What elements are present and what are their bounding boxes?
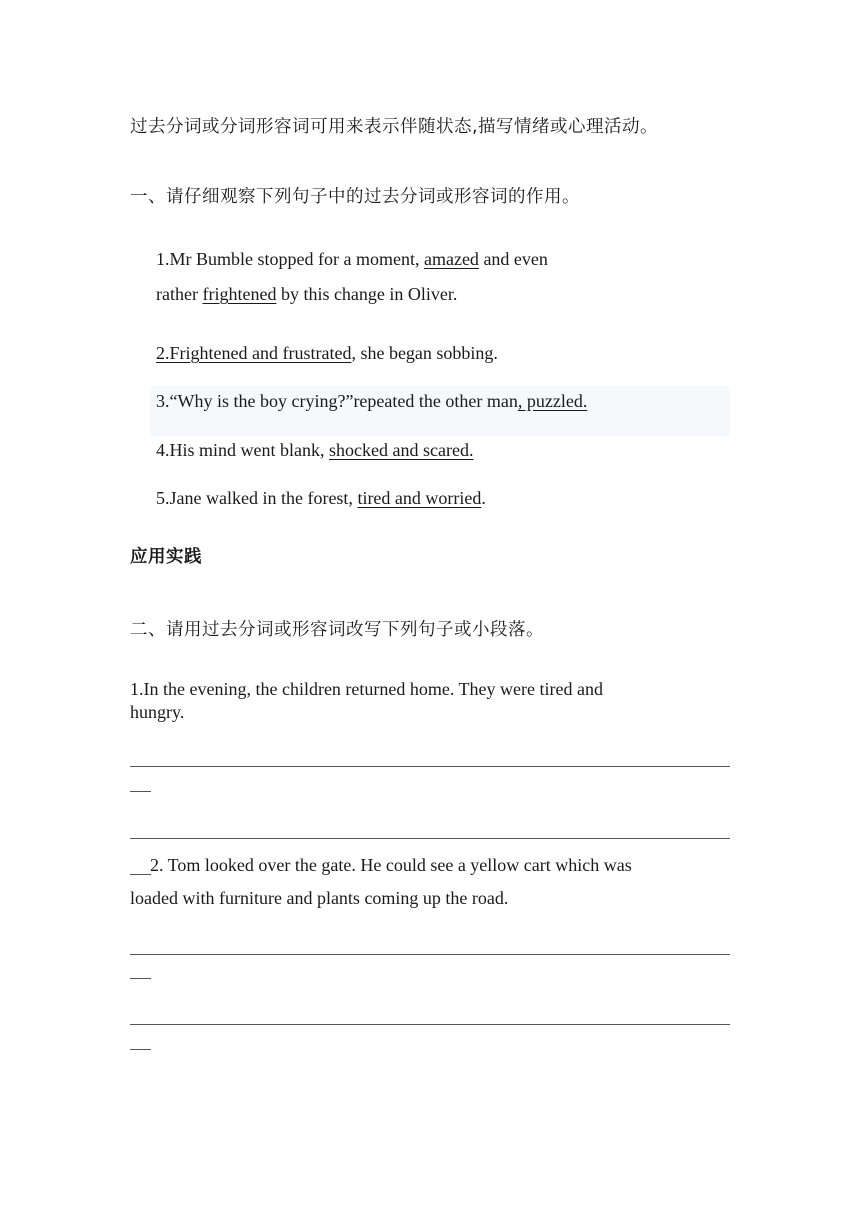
sentence-2 (156, 342, 498, 364)
s2-underlined: 2.Frightened and frustrated (156, 343, 352, 363)
sentence-1-line-2 (156, 283, 457, 305)
s3-underlined: , puzzled. (517, 391, 588, 411)
sentence-3 (156, 390, 587, 412)
answer-blank-1[interactable] (130, 766, 730, 767)
s3-text: 3.“Why is the boy crying?”repeated the other man (156, 391, 518, 411)
s5-underlined: tired and worried (357, 488, 482, 508)
answer-blank-3[interactable] (130, 954, 730, 955)
answer-blank-2-tail (130, 874, 151, 875)
s2-text: , she began sobbing. (351, 343, 498, 363)
answer-blank-4-tail (130, 1049, 151, 1050)
sentence-4 (156, 439, 473, 461)
s1-text-a: 1.Mr Bumble stopped for a moment, (156, 249, 424, 269)
intro-text: 过去分词或分词形容词可用来表示伴随状态,描写情绪或心理活动。 (130, 117, 659, 137)
sentence-1-line-1 (156, 248, 548, 270)
question-1-line-2: hungry. (130, 702, 185, 722)
s5-text: 5.Jane walked in the forest, (156, 488, 358, 508)
answer-blank-1-tail (130, 791, 151, 792)
s1-text-c: rather (156, 284, 203, 304)
practice-heading: 应用实践 (130, 547, 202, 567)
question-1-line-1: 1.In the evening, the children returned home. They were tired and (130, 679, 603, 699)
s5-text-end: . (481, 488, 486, 508)
s1-text-b: and even (478, 249, 548, 269)
s4-text: 4.His mind went blank, (156, 440, 329, 460)
s4-underlined: shocked and scared. (329, 440, 474, 460)
question-2-line-2: loaded with furniture and plants coming up the road. (130, 888, 509, 908)
answer-blank-4[interactable] (130, 1024, 730, 1025)
section1-heading: 一、请仔细观察下列句子中的过去分词或形容词的作用。 (130, 187, 580, 207)
s1-text-d: by this change in Oliver. (276, 284, 458, 304)
s1-underlined-amazed: amazed (423, 249, 479, 269)
section2-heading: 二、请用过去分词或形容词改写下列句子或小段落。 (130, 620, 544, 640)
s1-underlined-frightened: frightened (202, 284, 277, 304)
answer-blank-3-tail (130, 978, 151, 979)
sentence-5 (156, 487, 486, 509)
answer-blank-2[interactable] (130, 838, 730, 839)
question-2-line-1: 2. Tom looked over the gate. He could see a yellow cart which was (150, 855, 632, 875)
